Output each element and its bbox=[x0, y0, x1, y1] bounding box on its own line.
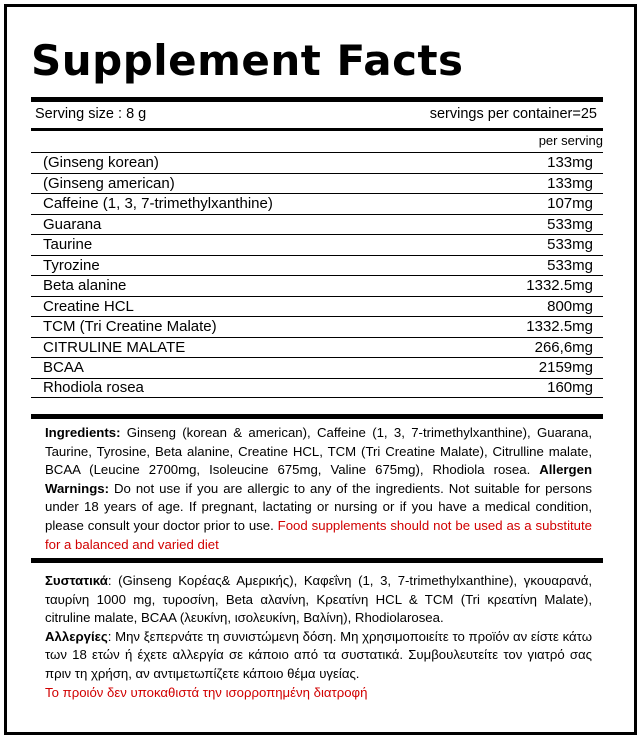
nutrient-row bbox=[31, 296, 603, 317]
nutrient-row bbox=[31, 316, 603, 337]
nutrient-row bbox=[31, 173, 603, 194]
greek-ingredients-text: : (Ginseng Κορέας& Αμερικής), Καφεΐνη (1, 3, 7-trimethylxanthine), γκουαρανά, ταυρίνη 1000 mg, τυροσίνη, Beta αλανίνη, Κρεατίνη HCL & TCM (Tri κρεατίνη Malate), citruline malate, BCAA (λευκίνη, ισολευκίνη, Βαλίνη), Rhodiolarosea. bbox=[45, 573, 592, 626]
nutrient-name: Taurine bbox=[43, 236, 93, 254]
nutrient-name: (Ginseng korean) bbox=[43, 154, 159, 172]
serving-divider bbox=[31, 128, 603, 131]
greek-info bbox=[45, 572, 592, 702]
nutrient-amount: 160mg bbox=[547, 379, 593, 397]
nutrient-amount: 133mg bbox=[547, 154, 593, 172]
nutrient-table bbox=[31, 152, 603, 398]
title-divider bbox=[31, 97, 603, 102]
greek-allergen-label: Αλλεργίες bbox=[45, 628, 108, 644]
nutrient-amount: 533mg bbox=[547, 236, 593, 254]
greek-ingredients-label: Συστατικά bbox=[45, 573, 108, 588]
nutrient-row bbox=[31, 234, 603, 255]
nutrient-amount: 2159mg bbox=[538, 359, 593, 377]
servings-per-container: servings per container=25 bbox=[429, 106, 597, 122]
table-bottom-divider bbox=[31, 414, 603, 419]
serving-size: Serving size : 8 g bbox=[35, 106, 147, 122]
nutrient-row bbox=[31, 275, 603, 296]
nutrient-row bbox=[31, 214, 603, 235]
language-divider bbox=[31, 558, 603, 563]
allergen-label: Allergen Warnings: bbox=[45, 462, 592, 496]
nutrient-name: Beta alanine bbox=[43, 277, 127, 295]
nutrient-name: Caffeine (1, 3, 7-trimethylxanthine) bbox=[43, 195, 273, 213]
greek-allergen-text: : Μην ξεπερνάτε τη συνιστώμενη δόση. Μη χρησιμοποιείτε το προϊόν αν είστε κάτω των 18 ετών ή έχετε αλλεργία σε κάποιο από τα συστατικά. Συμβουλευτείτε τον γιατρό σας πριν τη χρήση, αν αντιμετωπίζετε κάποιο θέμα υγείας. bbox=[45, 628, 592, 681]
nutrient-name: TCM (Tri Creatine Malate) bbox=[43, 318, 217, 336]
nutrient-name: CITRULINE MALATE bbox=[43, 338, 186, 356]
nutrient-name: Tyrozine bbox=[43, 256, 100, 274]
nutrient-name: Creatine HCL bbox=[43, 297, 134, 315]
allergen-text: Do not use if you are allergic to any of the ingredients. Not suitable for persons under 18 years of age. If pregnant, lactating or nursing or if you have a medical condition, please consult your doctor prior to use. bbox=[45, 480, 592, 533]
ingredients-text: Ginseng (korean & american), Caffeine (1, 3, 7-trimethylxanthine), Guarana, Taurine, Tyrosine, Beta alanine, Creatine HCL, TCM (Tri Creatine Malate), Citrulline malate, BCAA (Leucine 2700mg, Isoleucine 675mg, Valine 675mg), Rhodiola rosea. bbox=[45, 425, 592, 478]
nutrient-row bbox=[31, 337, 603, 358]
nutrient-name: (Ginseng american) bbox=[43, 174, 175, 192]
nutrient-amount: 107mg bbox=[547, 195, 593, 213]
nutrient-name: BCAA bbox=[43, 359, 84, 377]
nutrient-amount: 266,6mg bbox=[534, 338, 593, 356]
nutrient-amount: 133mg bbox=[547, 174, 593, 192]
ingredients-label: Ingredients: bbox=[45, 425, 121, 440]
nutrient-row bbox=[31, 357, 603, 378]
english-info bbox=[45, 424, 592, 554]
nutrient-amount: 533mg bbox=[547, 215, 593, 233]
greek-food-supplement-warning: Το προιόν δεν υποκαθιστά την ισορροπημένη διατροφή bbox=[45, 684, 368, 700]
nutrient-row bbox=[31, 152, 603, 173]
panel-title: Supplement Facts bbox=[31, 36, 464, 85]
per-serving-header: per serving bbox=[538, 133, 603, 148]
nutrient-name: Rhodiola rosea bbox=[43, 379, 144, 397]
nutrient-name: Guarana bbox=[43, 215, 102, 233]
nutrient-amount: 1332.5mg bbox=[526, 318, 593, 336]
food-supplement-warning: Food supplements should not be used as a substitute for a balanced and varied diet bbox=[45, 517, 592, 552]
nutrient-amount: 533mg bbox=[547, 256, 593, 274]
serving-info bbox=[35, 106, 597, 122]
nutrient-row bbox=[31, 378, 603, 399]
nutrient-row bbox=[31, 255, 603, 276]
nutrient-row bbox=[31, 193, 603, 214]
nutrient-amount: 800mg bbox=[547, 297, 593, 315]
nutrient-amount: 1332.5mg bbox=[526, 277, 593, 295]
